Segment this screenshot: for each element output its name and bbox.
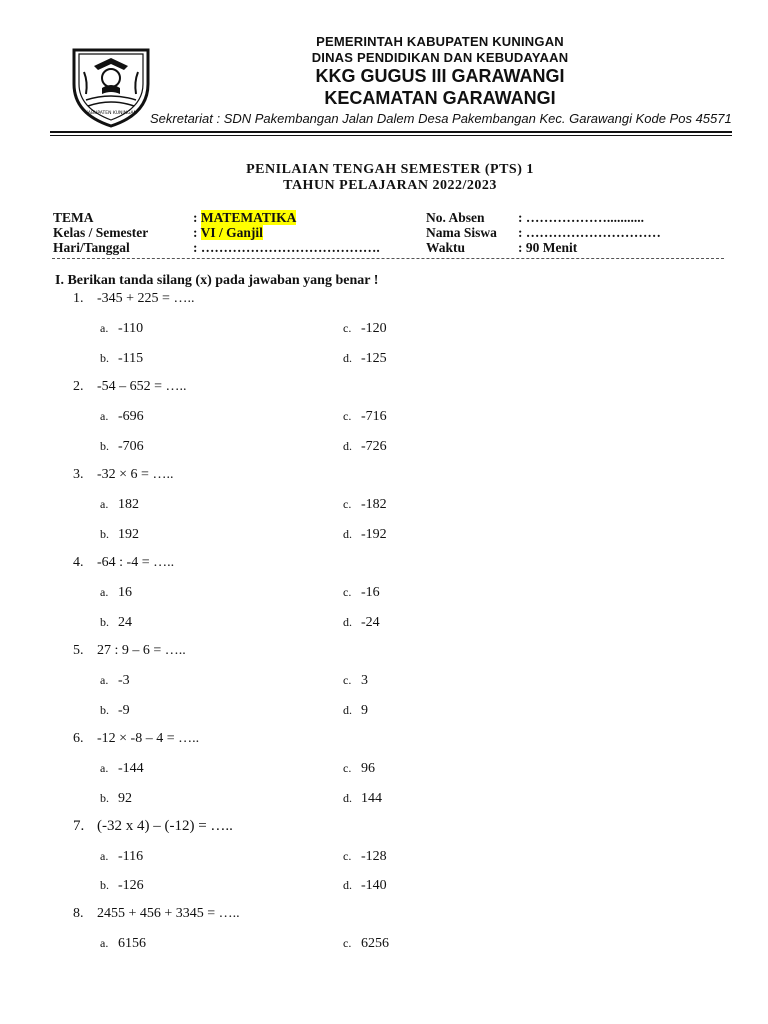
option-b[interactable]: b. -115: [100, 351, 144, 366]
header-divider-thick: [50, 131, 732, 133]
option-b[interactable]: b. 24: [100, 615, 132, 630]
header-line-kkg: KKG GUGUS III GARAWANGI: [315, 66, 565, 86]
kelas-colon: :: [193, 225, 201, 240]
hari-label: Hari/Tanggal: [53, 240, 130, 255]
option-d[interactable]: d. 9: [343, 703, 368, 718]
question: [73, 731, 199, 747]
option-d[interactable]: d. -726: [343, 439, 387, 454]
option-c[interactable]: c. -182: [343, 497, 387, 512]
question-text: -54 – 652 = …..: [97, 379, 187, 394]
option-d[interactable]: d. -192: [343, 527, 387, 542]
option-c[interactable]: c. -128: [343, 849, 387, 864]
section-instruction: I. Berikan tanda silang (x) pada jawaban yang benar !: [55, 273, 379, 288]
tema-field: [193, 210, 296, 226]
logo-text: KABUPATEN KUNINGAN: [85, 111, 137, 116]
option-a[interactable]: a. -696: [100, 409, 144, 424]
option-a[interactable]: a. 6156: [100, 936, 146, 951]
header-line-government: PEMERINTAH KABUPATEN KUNINGAN: [316, 34, 564, 49]
kelas-value: VI / Ganjil: [200, 225, 263, 240]
waktu-label: Waktu: [426, 240, 466, 255]
question-number: 4.: [73, 555, 84, 570]
option-c[interactable]: c. 6256: [343, 936, 389, 951]
question-text: -12 × -8 – 4 = …..: [97, 731, 200, 746]
question: [73, 643, 186, 659]
option-c[interactable]: c. -716: [343, 409, 387, 424]
option-d[interactable]: d. -24: [343, 615, 380, 630]
option-d[interactable]: d. 144: [343, 791, 382, 806]
header-divider-thin: [50, 135, 732, 136]
nama-value: : …………………………: [518, 225, 661, 240]
option-a[interactable]: a. -3: [100, 673, 130, 688]
option-d[interactable]: d. -125: [343, 351, 387, 366]
question-number: 8.: [73, 906, 84, 921]
header-line-dinas: DINAS PENDIDIKAN DAN KEBUDAYAAN: [311, 50, 569, 65]
tema-value: MATEMATIKA: [200, 210, 297, 225]
kelas-label: Kelas / Semester: [53, 225, 149, 240]
hari-value: : ………………………………….: [193, 240, 380, 255]
option-b[interactable]: b. -126: [100, 878, 144, 893]
option-a[interactable]: a. -144: [100, 761, 144, 776]
tema-colon: :: [193, 210, 201, 225]
option-a[interactable]: a. 16: [100, 585, 132, 600]
question-text: 27 : 9 – 6 = …..: [97, 643, 186, 658]
nama-label: Nama Siswa: [426, 225, 497, 240]
option-b[interactable]: b. -9: [100, 703, 130, 718]
kelas-field: [193, 225, 263, 241]
question: [73, 467, 173, 483]
exam-title: PENILAIAN TENGAH SEMESTER (PTS) 1: [246, 162, 534, 177]
question-number: 2.: [73, 379, 84, 394]
absen-label: No. Absen: [426, 210, 485, 225]
option-d[interactable]: d. -140: [343, 878, 387, 893]
question-text: (-32 x 4) – (-12) = …..: [97, 818, 233, 834]
question-number: 6.: [73, 731, 84, 746]
question-text: -32 × 6 = …..: [97, 467, 174, 482]
option-a[interactable]: a. 182: [100, 497, 139, 512]
waktu-value: : 90 Menit: [518, 240, 578, 255]
absen-value: : ………………...........: [518, 210, 644, 225]
question: [73, 379, 187, 395]
question: [73, 291, 194, 307]
question-number: 5.: [73, 643, 84, 658]
option-b[interactable]: b. 92: [100, 791, 132, 806]
question-text: -345 + 225 = …..: [97, 291, 195, 306]
question-text: -64 : -4 = …..: [97, 555, 175, 570]
question-text: 2455 + 456 + 3345 = …..: [97, 906, 240, 921]
question-number: 3.: [73, 467, 84, 482]
option-b[interactable]: b. 192: [100, 527, 139, 542]
option-a[interactable]: a. -110: [100, 321, 144, 336]
info-divider: [52, 258, 724, 259]
tema-label: TEMA: [53, 210, 94, 225]
option-c[interactable]: c. 96: [343, 761, 375, 776]
option-b[interactable]: b. -706: [100, 439, 144, 454]
question: [73, 818, 233, 835]
question: [73, 555, 174, 571]
header-line-kecamatan: KECAMATAN GARAWANGI: [324, 88, 556, 108]
option-c[interactable]: c. -120: [343, 321, 387, 336]
option-a[interactable]: a. -116: [100, 849, 144, 864]
question-number: 1.: [73, 291, 84, 306]
kuningan-logo: [66, 44, 156, 128]
academic-year: TAHUN PELAJARAN 2022/2023: [283, 178, 497, 193]
question: [73, 906, 240, 922]
option-c[interactable]: c. -16: [343, 585, 380, 600]
question-number: 7.: [73, 818, 85, 834]
option-c[interactable]: c. 3: [343, 673, 368, 688]
secretariat-address: Sekretariat : SDN Pakembangan Jalan Dalem Desa Pakembangan Kec. Garawangi Kode Pos 45571: [150, 111, 732, 126]
